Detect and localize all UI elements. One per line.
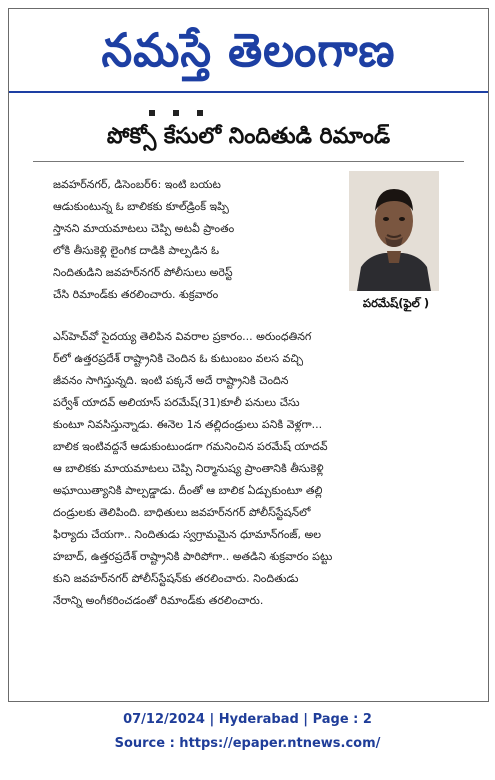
article-line: బాలిక ఇంటివద్దనే ఆడుకుంటుండగా గమనించిన పరమేష్ యాదవ్ bbox=[53, 440, 328, 453]
article-line: కుని జవహర్‌నగర్ పోలీస్‌స్టేషన్‌కు తరలించారు. నిందితుడు bbox=[53, 572, 299, 585]
article-line: ఆ బాలికకు మాయమాటలు చెప్పి నిర్మానుష్య ప్రాంతానికి తీసుకెళ్లి bbox=[53, 462, 324, 475]
article-headline: పోక్సో కేసులో నిందితుడి రిమాండ్ bbox=[106, 124, 391, 149]
newspaper-masthead: నమస్తే తెలంగాణ bbox=[101, 23, 396, 77]
article-line: నేరాన్ని అంగీకరించడంతో రిమాండ్‌కు తరలించారు. bbox=[53, 594, 264, 607]
headline-divider bbox=[33, 161, 464, 162]
article-line: అఘాయిత్యానికి పాల్పడ్డాడు. దీంతో ఆ బాలిక ఏడ్చుకుంటూ తల్లి bbox=[53, 484, 323, 497]
article-line: నిందితుడిని జవహర్‌నగర్ పోలీసులు అరెస్ట్ bbox=[53, 266, 233, 279]
article-line: కుంటూ నివసిస్తున్నాడు. ఈనెల 1న తల్లిదండ్రులు పనికి వెళ్లగా... bbox=[53, 418, 323, 431]
news-clipping bbox=[8, 8, 489, 702]
article-line: ఎస్‌హెచ్‌వో సైదయ్య తెలిపిన వివరాల ప్రకారం... అరుంధతినగ bbox=[53, 330, 312, 343]
article-line: పర్వేశ్ యాదవ్ అలియాస్ పరమేష్(31)కూలీ పనులు చేసు bbox=[53, 396, 300, 409]
article-line: ర్‌లో ఉత్తరప్రదేశ్ రాష్ట్రానికి చెందిన ఓ కుటుంబం వలస వచ్చి bbox=[53, 352, 304, 365]
article-line: జీవనం సాగిస్తున్నది. ఇంటి పక్కనే అదే రాష్ట్రానికి చెందిన bbox=[53, 374, 289, 387]
article-line: హబాద్, ఉత్తరప్రదేశ్ రాష్ట్రానికి పారిపోగా.. అతడిని శుక్రవారం పట్టు bbox=[53, 550, 333, 563]
accused-photo bbox=[349, 171, 439, 291]
article-line: స్తానని మాయమాటలు చెప్పి అటవీ ప్రాంతం bbox=[53, 222, 235, 235]
footer-date-line: 07/12/2024 | Hyderabad | Page : 2 bbox=[123, 712, 372, 727]
article-line: జవహర్‌నగర్, డిసెంబర్6: ఇంటి బయట bbox=[53, 178, 221, 191]
article-line: చేసి రిమాండ్‌కు తరలించారు. శుక్రవారం bbox=[53, 288, 219, 301]
article-line: దండ్రులకు తెలిపింది. బాధితులు జవహర్‌నగర్ పోలీస్‌స్టేషన్‌లో bbox=[53, 506, 311, 519]
masthead-divider bbox=[9, 91, 488, 93]
article-line: ఆడుకుంటున్న ఓ బాలికకు కూల్‌డ్రింక్ ఇప్పి bbox=[53, 200, 229, 213]
article-line: లోకి తీసుకెళ్లి లైంగిక దాడికి పాల్పడిన ఓ bbox=[53, 244, 220, 257]
cut-text-remnant bbox=[149, 101, 239, 107]
footer-source-line: Source : https://epaper.ntnews.com/ bbox=[114, 736, 381, 751]
article-line: ఫిర్యాదు చేయగా.. నిందితుడు స్వగ్రామమైన ధూమాన్‌గంజ్, అల bbox=[53, 528, 322, 541]
photo-caption: పరమేష్(ఫైల్ ) bbox=[362, 296, 430, 310]
